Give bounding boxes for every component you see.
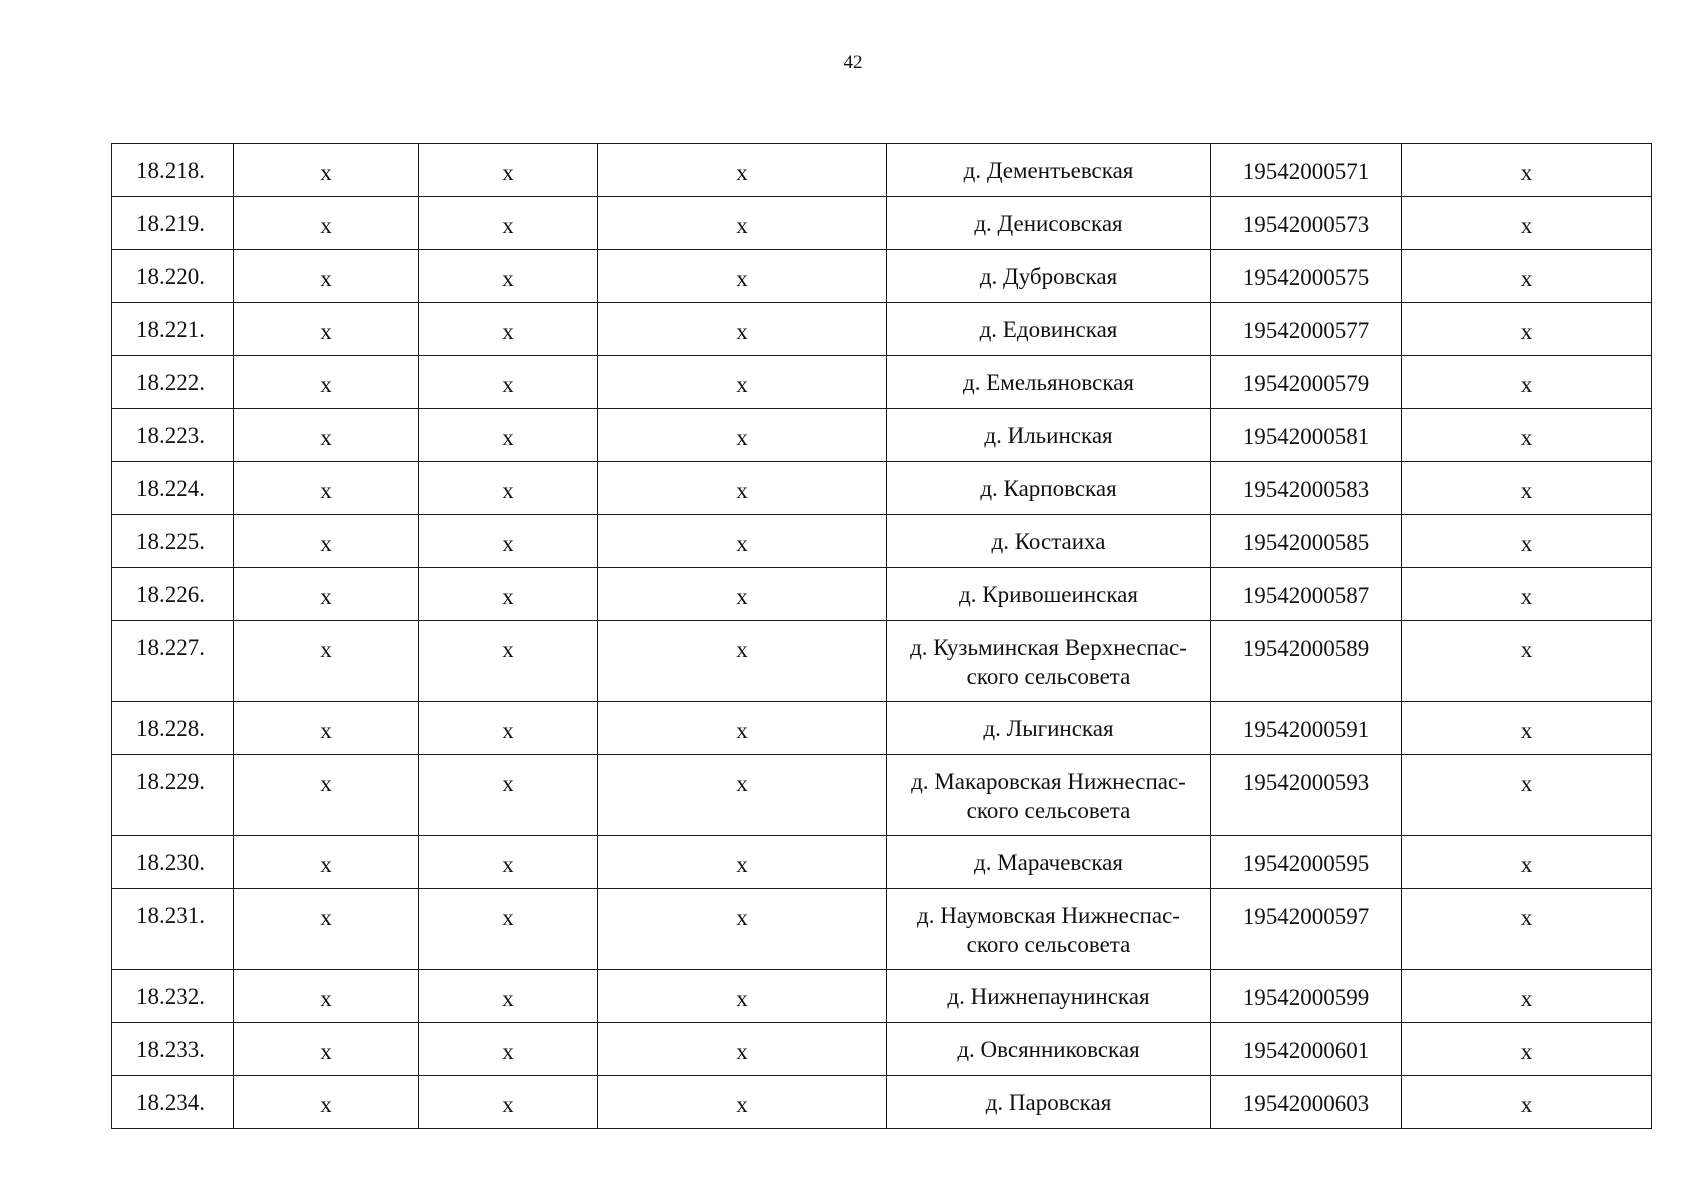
settlement-name: д. Ильинская [887,409,1211,462]
oktmo-code: 19542000573 [1211,197,1402,250]
table-row [112,197,1652,250]
row-number: 18.231. [112,889,234,970]
settlement-name: д. Костаиха [887,515,1211,568]
x-mark: х [1402,250,1652,303]
x-mark: х [598,250,887,303]
settlement-name: д. Кривошеинская [887,568,1211,621]
row-number: 18.220. [112,250,234,303]
settlement-name [887,621,1211,702]
x-mark: х [598,702,887,755]
settlement-name: д. Паровская [887,1076,1211,1129]
x-mark: х [598,970,887,1023]
table-row [112,889,1652,970]
x-mark: х [1402,755,1652,836]
x-mark: х [419,568,598,621]
x-mark: х [1402,197,1652,250]
x-mark: х [1402,303,1652,356]
x-mark: х [234,1023,419,1076]
oktmo-code: 19542000575 [1211,250,1402,303]
x-mark: х [234,702,419,755]
table-row [112,303,1652,356]
x-mark: х [234,303,419,356]
row-number: 18.232. [112,970,234,1023]
x-mark: х [234,621,419,702]
settlement-name: д. Денисовская [887,197,1211,250]
settlement-name: д. Лыгинская [887,702,1211,755]
settlement-name: д. Нижнепаунинская [887,970,1211,1023]
x-mark: х [419,1023,598,1076]
settlement-name: д. Марачевская [887,836,1211,889]
x-mark: х [419,356,598,409]
x-mark: х [598,621,887,702]
oktmo-code: 19542000591 [1211,702,1402,755]
x-mark: х [234,1076,419,1129]
x-mark: х [234,197,419,250]
row-number: 18.219. [112,197,234,250]
x-mark: х [598,1023,887,1076]
row-number: 18.234. [112,1076,234,1129]
oktmo-code: 19542000579 [1211,356,1402,409]
row-number: 18.226. [112,568,234,621]
settlement-name: д. Карповская [887,462,1211,515]
x-mark: х [598,1076,887,1129]
x-mark: х [1402,409,1652,462]
row-number: 18.222. [112,356,234,409]
table-row [112,755,1652,836]
x-mark: х [1402,702,1652,755]
oktmo-code: 19542000571 [1211,144,1402,197]
x-mark: х [1402,356,1652,409]
x-mark: х [234,356,419,409]
settlements-table [111,143,1652,1129]
settlement-name-line: ского сельсовета [966,664,1131,689]
oktmo-code: 19542000599 [1211,970,1402,1023]
x-mark: х [1402,889,1652,970]
page-number: 42 [843,52,863,73]
oktmo-code: 19542000589 [1211,621,1402,702]
settlement-name-line: ского сельсовета [966,798,1131,823]
x-mark: х [234,250,419,303]
row-number: 18.230. [112,836,234,889]
x-mark: х [1402,836,1652,889]
x-mark: х [1402,1076,1652,1129]
x-mark: х [598,889,887,970]
x-mark: х [1402,515,1652,568]
x-mark: х [1402,970,1652,1023]
settlement-name: д. Дементьевская [887,144,1211,197]
x-mark: х [1402,144,1652,197]
x-mark: х [1402,621,1652,702]
x-mark: х [419,889,598,970]
oktmo-code: 19542000595 [1211,836,1402,889]
x-mark: х [419,970,598,1023]
x-mark: х [234,409,419,462]
table-row [112,970,1652,1023]
x-mark: х [598,356,887,409]
table-row [112,515,1652,568]
x-mark: х [598,568,887,621]
settlement-name-line: ского сельсовета [966,932,1131,957]
x-mark: х [419,836,598,889]
row-number: 18.218. [112,144,234,197]
settlement-name: д. Дубровская [887,250,1211,303]
table-row [112,1076,1652,1129]
row-number: 18.221. [112,303,234,356]
settlement-name-line: д. Наумовская Нижнеспас- [917,903,1180,928]
oktmo-code: 19542000587 [1211,568,1402,621]
x-mark: х [419,702,598,755]
x-mark: х [234,970,419,1023]
row-number: 18.224. [112,462,234,515]
x-mark: х [419,1076,598,1129]
x-mark: х [419,755,598,836]
x-mark: х [419,197,598,250]
x-mark: х [419,409,598,462]
oktmo-code: 19542000577 [1211,303,1402,356]
row-number: 18.223. [112,409,234,462]
settlement-name [887,755,1211,836]
x-mark: х [1402,568,1652,621]
x-mark: х [1402,1023,1652,1076]
table-row [112,144,1652,197]
x-mark: х [598,755,887,836]
x-mark: х [598,144,887,197]
table-row [112,1023,1652,1076]
oktmo-code: 19542000581 [1211,409,1402,462]
table-row [112,250,1652,303]
oktmo-code: 19542000583 [1211,462,1402,515]
oktmo-code: 19542000597 [1211,889,1402,970]
x-mark: х [234,568,419,621]
x-mark: х [234,515,419,568]
table-row [112,462,1652,515]
x-mark: х [419,250,598,303]
oktmo-code: 19542000593 [1211,755,1402,836]
x-mark: х [598,515,887,568]
x-mark: х [419,515,598,568]
table-row [112,702,1652,755]
x-mark: х [1402,462,1652,515]
x-mark: х [598,409,887,462]
x-mark: х [419,621,598,702]
x-mark: х [598,197,887,250]
settlement-name-line: д. Макаровская Нижнеспас- [911,769,1186,794]
x-mark: х [234,889,419,970]
row-number: 18.228. [112,702,234,755]
x-mark: х [234,462,419,515]
settlement-name: д. Едовинская [887,303,1211,356]
oktmo-code: 19542000601 [1211,1023,1402,1076]
x-mark: х [234,144,419,197]
table-row [112,356,1652,409]
x-mark: х [598,836,887,889]
settlement-name: д. Емельяновская [887,356,1211,409]
oktmo-code: 19542000585 [1211,515,1402,568]
x-mark: х [234,755,419,836]
x-mark: х [234,836,419,889]
oktmo-code: 19542000603 [1211,1076,1402,1129]
x-mark: х [598,303,887,356]
row-number: 18.227. [112,621,234,702]
x-mark: х [419,144,598,197]
row-number: 18.229. [112,755,234,836]
settlement-name [887,889,1211,970]
row-number: 18.233. [112,1023,234,1076]
settlement-name-line: д. Кузьминская Верхнеспас- [910,635,1187,660]
table-row [112,568,1652,621]
table-row [112,409,1652,462]
x-mark: х [598,462,887,515]
x-mark: х [419,303,598,356]
table-row [112,621,1652,702]
row-number: 18.225. [112,515,234,568]
table-row [112,836,1652,889]
settlement-name: д. Овсянниковская [887,1023,1211,1076]
x-mark: х [419,462,598,515]
